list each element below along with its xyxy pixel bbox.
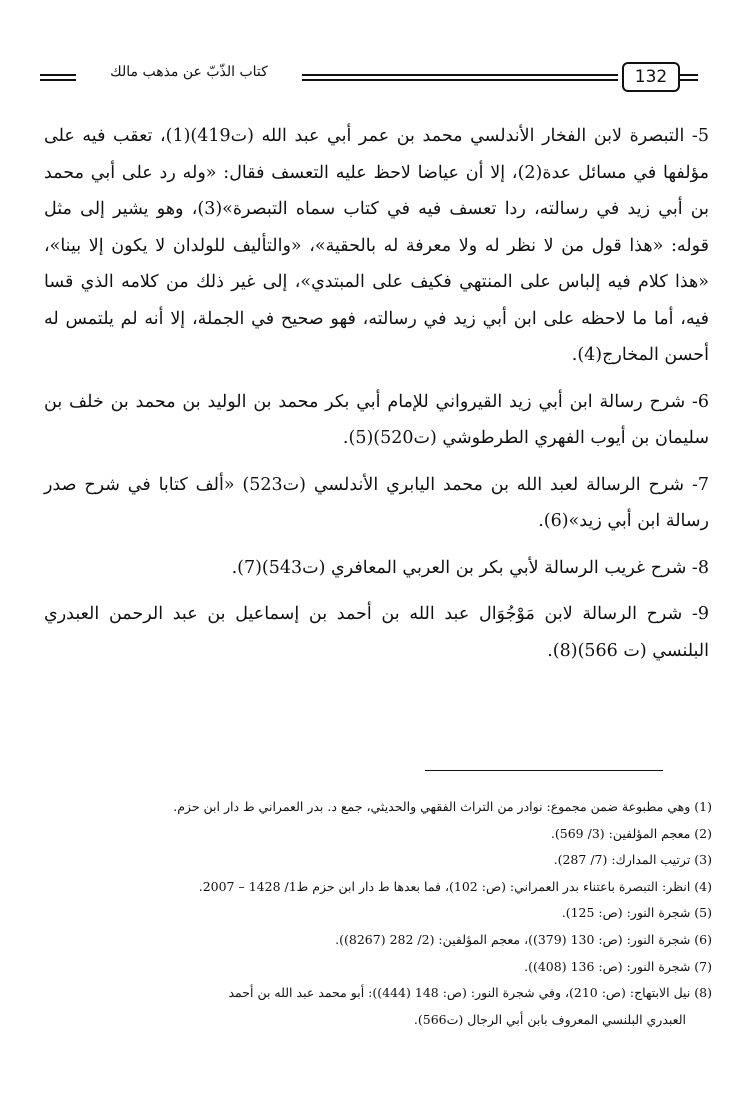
page-number: 132	[622, 62, 680, 92]
footnote-7: (7) شجرة النور: (ص: 136 (408)).	[524, 958, 712, 974]
main-text	[44, 118, 709, 679]
header-rule	[40, 74, 76, 76]
paragraph-item-8: 8- شرح غريب الرسالة لأبي بكر بن العربي المعافري (ت543)(7).	[231, 557, 709, 578]
footnote-4: (4) انظر: التبصرة باعتناء بدر العمراني: (ص: 102)، فما بعدها ط دار ابن حزم ط1/ 1428 – 2007.	[198, 878, 712, 894]
footnote-1: (1) وهي مطبوعة ضمن مجموع: نوادر من التراث الفقهي والحديثي، جمع د. بدر العمراني ط دار ابن حزم.	[173, 799, 712, 814]
footnote-6: (6) شجرة النور: (ص: 130 (379))، معجم المؤلفين: (2/ 282 (8267)).	[335, 931, 712, 947]
footnote-2: (2) معجم المؤلفين: (3/ 569).	[550, 825, 712, 841]
paragraph-item-7: 7- شرح الرسالة لعبد الله بن محمد اليابري الأندلسي (ت523) «ألف كتابا في شرح صدر رسالة ابن أبي زيد»(6).	[44, 474, 709, 531]
header-rule	[302, 74, 618, 76]
paragraph-item-6: 6- شرح رسالة ابن أبي زيد القيرواني للإمام أبي بكر محمد بن الوليد بن محمد بن خلف بن سليمان بن أيوب الفهري الطرطوشي (ت520)(5).	[44, 391, 709, 448]
paragraph-item-5: 5- التبصرة لابن الفخار الأندلسي محمد بن عمر أبي عبد الله (ت419)(1)، تعقب فيه على مؤلفها في مسائل عدة(2)، إلا أن عياضا لاحظ عليه التعسف فقال: «وله رد على أبي محمد بن أبي زيد في رسالته، ردا تعسف فيه في كتاب سماه التبصرة»(3)، وهو يشير إلى مثل قوله: «هذا قول من لا نظر له ولا معرفة له بالحقية»، «والتأليف للولدان لا يكون إلا بينا»، «هذا كلام فيه إلباس على المنتهي فكيف على المبتدي»، إلى غير ذلك من كلامه الذي قسا فيه، أما ما لاحظه على ابن أبي زيد في رسالته، فهو صحيح في الجملة، إلا أنه لم يلتمس له أحسن المخارج(4).	[44, 126, 710, 365]
footnote-8: (8) نيل الابتهاج: (ص: 210)، وفي شجرة النور: (ص: 148 (444)): أبو محمد عبد الله بن أحمد	[228, 985, 712, 1001]
header-rule	[678, 74, 698, 76]
footnote-5: (5) شجرة النور: (ص: 125).	[561, 905, 712, 921]
running-header	[40, 60, 720, 100]
header-rule	[678, 79, 698, 81]
footnote-8-continued: العبدري البلنسي المعروف بابن أبي الرجال (ت566).	[413, 1011, 686, 1027]
footnote-separator	[425, 770, 663, 771]
paragraph-item-9: 9- شرح الرسالة لابن مَوْجُوَال عبد الله بن أحمد بن إسماعيل بن عبد الرحمن العبدري البلنسي (ت 566)(8).	[44, 604, 709, 661]
header-rule	[302, 79, 618, 81]
footnote-3: (3) ترتيب المدارك: (7/ 287).	[553, 852, 712, 868]
header-rule	[40, 79, 76, 81]
footnotes	[44, 794, 712, 1033]
running-title: كتاب الذّبّ عن مذهب مالك	[110, 64, 268, 80]
